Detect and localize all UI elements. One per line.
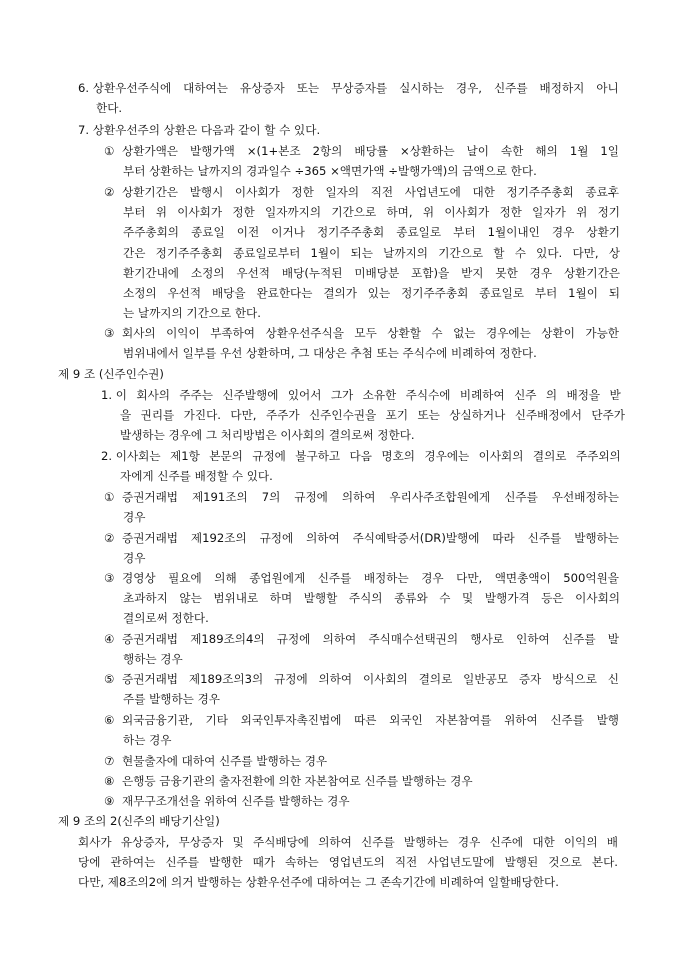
article-9-sub-4-line-1: ④ 증권거래법 제189조의4의 규정에 의하여 주식매수선택권의 행사로 인하여 신주를 발 [104, 632, 619, 646]
article-9-sub-3-line-2: 초과하지 않는 범위내로 하며 발행할 주식의 종류와 수 및 발행가격 등은 이사회의 [123, 591, 620, 605]
item-7-sub-3-line-1: ③ 회사의 이익이 부족하여 상환우선주식을 모두 상환할 수 없는 경우에는 상환이 가능한 [104, 326, 619, 340]
circled-marker: ① [104, 144, 115, 158]
circled-marker: ② [104, 185, 115, 199]
item-7-sub-2-line-1: ② 상환기간은 발행시 이사회가 정한 일자의 직전 사업년도에 대한 정기주주총회 종료후 [104, 185, 619, 199]
article-9-sub-3-line-3: 결의로써 정한다. [123, 611, 209, 625]
article-9-title: 제 9 조 (신주인수권) [58, 367, 164, 381]
article-9-sub-4-line-2: 행하는 경우 [123, 652, 183, 666]
item-7-sub-2-line-5: 환기간내에 소정의 우선적 배당(누적된 미배당분 포함)을 받지 못한 경우 상환기간은 [123, 266, 620, 280]
item-7-sub-2-line-4: 간은 정기주주총회 종료일로부터 1월이 되는 날까지의 기간으로 할 수 있다. 다만, 상 [123, 246, 620, 260]
article-9-item-2-line-2: 자에게 신주를 배정할 수 있다. [120, 469, 273, 483]
circled-marker: ⑧ [104, 774, 115, 788]
article-9-sub-6-line-1: ⑥ 외국금융기관, 기타 외국인투자촉진법에 따른 외국인 자본참여를 위하여 신주를 발행 [104, 713, 619, 727]
circled-marker: ④ [104, 632, 115, 646]
circled-marker: ⑥ [104, 713, 115, 727]
article-9-2-line-3: 다만, 제8조의2에 의거 발행하는 상환우선주에 대하여는 그 존속기간에 비례하여 일할배당한다. [78, 875, 559, 889]
item-7-sub-2-line-7: 는 날까지의 기간으로 한다. [123, 306, 261, 320]
circled-marker: ③ [104, 326, 115, 340]
article-9-sub-3-line-1: ③ 경영상 필요에 의해 종업원에게 신주를 배정하는 경우 다만, 액면총액이 500억원을 [104, 571, 619, 585]
circled-marker: ① [104, 490, 115, 504]
article-9-sub-5-line-2: 주를 발행하는 경우 [123, 692, 220, 706]
article-9-2-line-2: 당에 관하여는 신주를 발행한 때가 속하는 영업년도의 직전 사업년도말에 발행된 것으로 본다. [78, 855, 618, 869]
circled-marker: ⑦ [104, 754, 115, 768]
article-9-sub-6-line-2: 하는 경우 [123, 733, 172, 747]
item-6-line-1: 6. 상환우선주식에 대하여는 유상증자 또는 무상증자를 실시하는 경우, 신주를 배정하지 아니 [78, 81, 619, 95]
article-9-sub-8-line-1: ⑧ 은행등 금융기관의 출자전환에 의한 자본참여로 신주를 발행하는 경우 [104, 774, 473, 788]
article-9-item-1-line-2: 을 권리를 가진다. 다만, 주주가 신주인수권을 포기 또는 상실하거나 신주배정에서 단주가 [120, 408, 625, 422]
article-9-sub-1-line-2: 경우 [123, 510, 146, 524]
article-9-sub-2-line-1: ② 증권거래법 제192조의 규정에 의하여 주식예탁증서(DR)발행에 따라 신주를 발행하는 [104, 531, 619, 545]
article-9-sub-5-line-1: ⑤ 증권거래법 제189조의3의 규정에 의하여 이사회의 결의로 일반공모 증자 방식으로 신 [104, 672, 619, 686]
article-9-sub-1-line-1: ① 증권거래법 제191조의 7의 규정에 의하여 우리사주조합원에게 신주를 우선배정하는 [104, 490, 619, 504]
article-9-item-1-line-1: 1. 이 회사의 주주는 신주발행에 있어서 그가 소유한 주식수에 비례하여 신주 의 배정을 받 [101, 388, 621, 402]
item-7-sub-2-line-3: 주주총회의 종료일 이전 이거나 정기주주총회 종료일로 부터 1월이내인 경우 상환기 [123, 225, 620, 239]
article-9-2-line-1: 회사가 유상증자, 무상증자 및 주식배당에 의하여 신주를 발행하는 경우 신주에 대한 이익의 배 [78, 835, 618, 849]
circled-marker: ⑤ [104, 672, 115, 686]
item-7-sub-1-line-1: ① 상환가액은 발행가액 ×(1+본조 2항의 배당률 ×상환하는 날이 속한 해의 1월 1일 [104, 144, 619, 158]
item-6-line-2: 한다. [96, 101, 123, 115]
article-9-sub-2-line-2: 경우 [123, 551, 146, 565]
item-7-line-1: 7. 상환우선주의 상환은 다음과 같이 할 수 있다. [78, 123, 321, 137]
circled-marker: ② [104, 531, 115, 545]
article-9-sub-7-line-1: ⑦ 현물출자에 대하여 신주를 발행하는 경우 [104, 754, 328, 768]
circled-marker: ⑨ [104, 794, 115, 808]
article-9-item-1-line-3: 발생하는 경우에 그 처리방법은 이사회의 결의로써 정한다. [120, 428, 415, 442]
article-9-item-2-line-1: 2. 이사회는 제1항 본문의 규정에 불구하고 다음 명호의 경우에는 이사회의 결의로 주주외의 [101, 449, 621, 463]
article-9-2-title: 제 9 조의 2(신주의 배당기산일) [58, 814, 220, 828]
item-7-marker: 7. [78, 123, 90, 137]
circled-marker: ③ [104, 571, 115, 585]
item-7-sub-3-line-2: 범위내에서 일부를 우선 상환하며, 그 대상은 추첨 또는 주식수에 비례하여 정한다. [123, 346, 537, 360]
item-7-sub-2-line-6: 소정의 우선적 배당을 완료한다는 결의가 있는 정기주주총회 종료일로 부터 1월이 되 [123, 286, 620, 300]
item-7-sub-1-line-2: 부터 상환하는 날까지의 경과일수 ÷365 ×액면가액 ÷발행가액)의 금액으로 한다. [123, 164, 537, 178]
item-7-sub-2-line-2: 부터 위 이사회가 정한 일자까지의 기간으로 하며, 위 이사회가 정한 일자가 위 정기 [123, 205, 620, 219]
item-6-marker: 6. [78, 81, 90, 95]
article-9-sub-9-line-1: ⑨ 재무구조개선을 위하여 신주를 발행하는 경우 [104, 794, 350, 808]
